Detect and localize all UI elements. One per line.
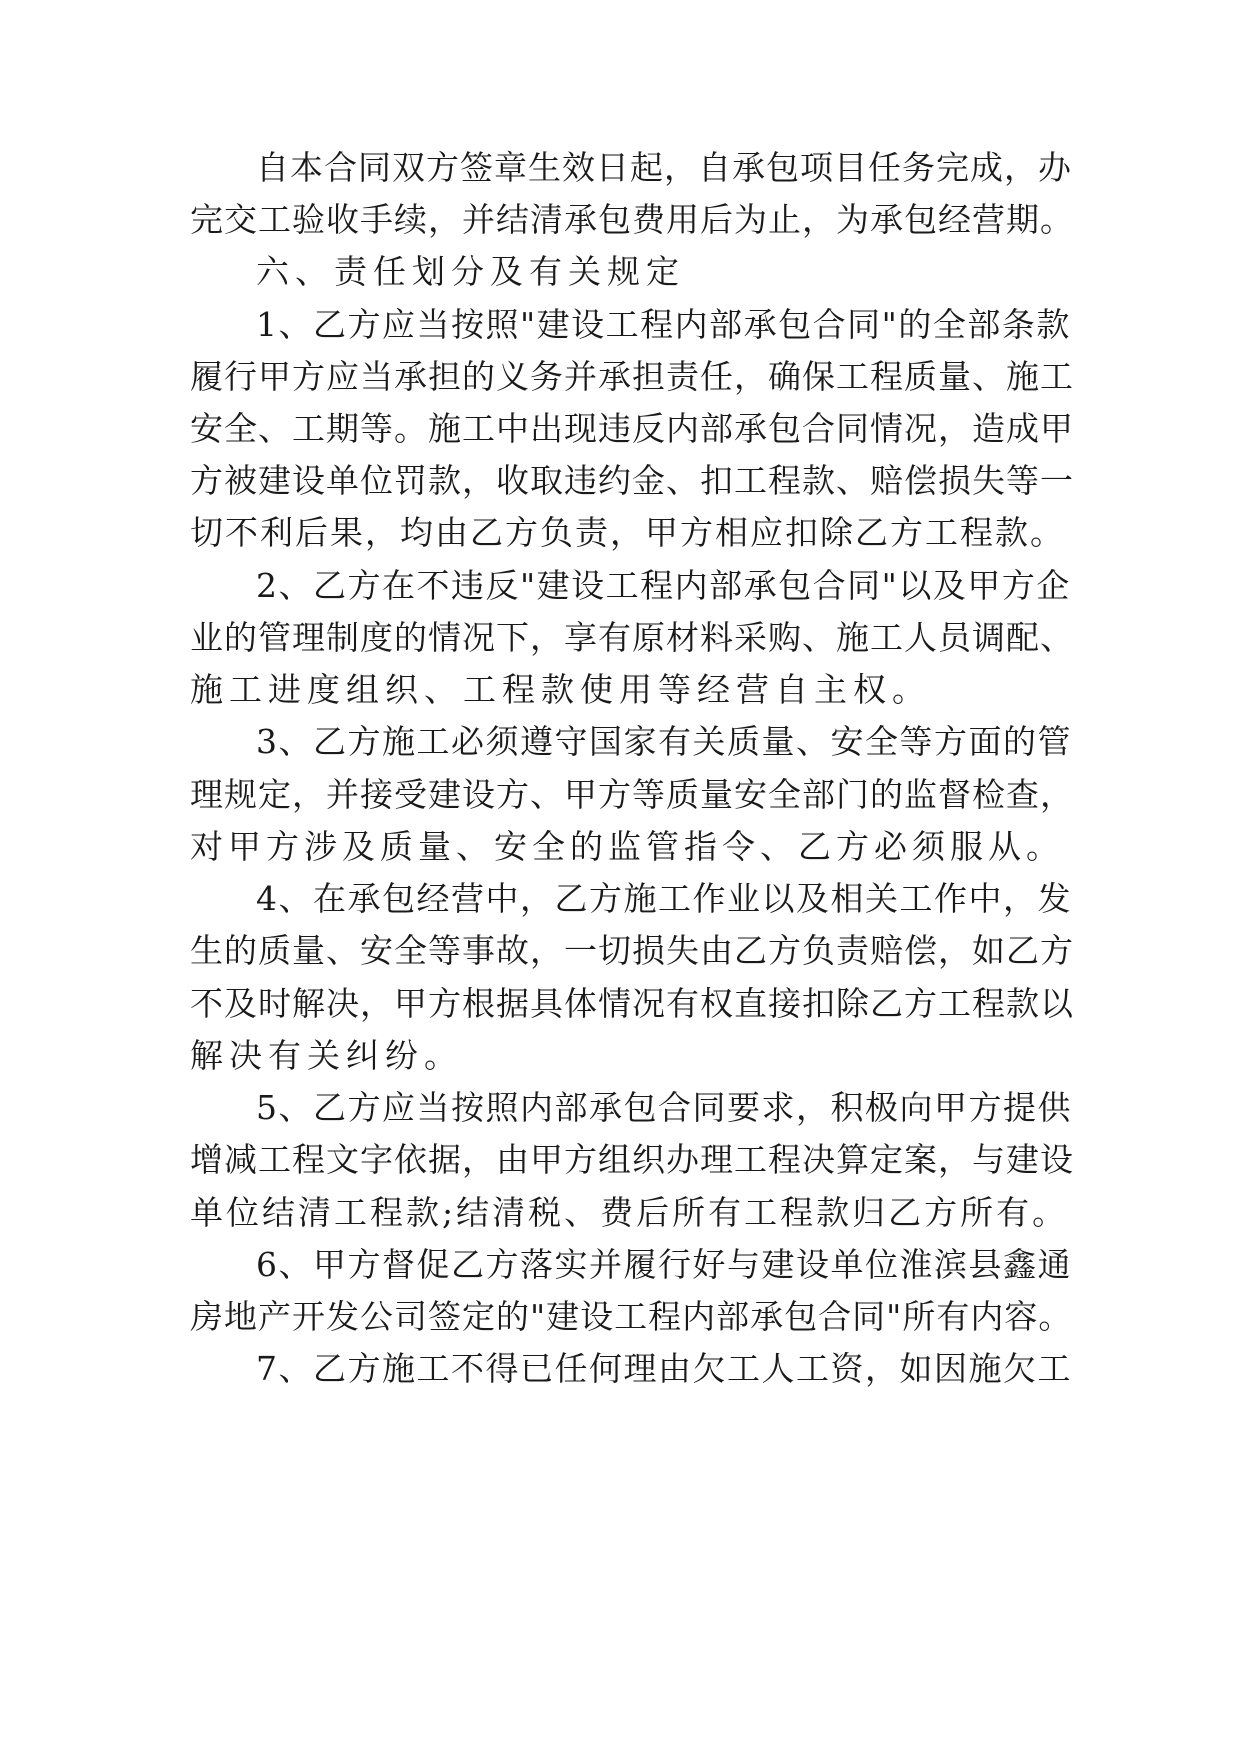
text-line: 施工进度组织、工程款使用等经营自主权。 bbox=[190, 670, 931, 709]
text-line: 不及时解决，甲方根据具体情况有权直接扣除乙方工程款以 bbox=[190, 984, 1074, 1023]
text-line: 对甲方涉及质量、安全的监管指令、乙方必须服从。 bbox=[190, 827, 1064, 866]
text-line: 1、乙方应当按照"建设工程内部承包合同"的全部条款 bbox=[256, 305, 1071, 344]
text-line: 自本合同双方签章生效日起，自承包项目任务完成，办 bbox=[256, 148, 1072, 187]
section-heading: 六、责任划分及有关规定 bbox=[256, 252, 685, 291]
text-line: 2、乙方在不违反"建设工程内部承包合同"以及甲方企 bbox=[256, 566, 1071, 605]
text-line: 生的质量、安全等事故，一切损失由乙方负责赔偿，如乙方 bbox=[190, 931, 1074, 970]
text-line: 完交工验收手续，并结清承包费用后为止，为承包经营期。 bbox=[190, 200, 1074, 239]
text-line: 解决有关纠纷。 bbox=[190, 1036, 463, 1075]
text-line: 房地产开发公司签定的"建设工程内部承包合同"所有内容。 bbox=[190, 1297, 1073, 1336]
text-line: 切不利后果，均由乙方负责，甲方相应扣除乙方工程款。 bbox=[190, 513, 1065, 552]
text-line: 5、乙方应当按照内部承包合同要求，积极向甲方提供 bbox=[256, 1088, 1072, 1127]
text-line: 4、在承包经营中，乙方施工作业以及相关工作中，发 bbox=[256, 879, 1072, 918]
text-line: 业的管理制度的情况下，享有原材料采购、施工人员调配、 bbox=[190, 618, 1074, 657]
text-line: 单位结清工程款;结清税、费后所有工程款归乙方所有。 bbox=[190, 1193, 1069, 1232]
text-line: 安全、工期等。施工中出现违反内部承包合同情况，造成甲 bbox=[190, 409, 1074, 448]
text-line: 履行甲方应当承担的义务并承担责任，确保工程质量、施工 bbox=[190, 357, 1074, 396]
text-line: 方被建设单位罚款，收取违约金、扣工程款、赔偿损失等一 bbox=[190, 461, 1074, 500]
text-line: 3、乙方施工必须遵守国家有关质量、安全等方面的管 bbox=[256, 722, 1072, 761]
text-line: 增减工程文字依据，由甲方组织办理工程决算定案，与建设 bbox=[190, 1140, 1074, 1179]
text-line: 理规定，并接受建设方、甲方等质量安全部门的监督检查， bbox=[190, 775, 1074, 814]
text-line: 6、甲方督促乙方落实并履行好与建设单位淮滨县鑫通 bbox=[256, 1245, 1072, 1284]
text-line: 7、乙方施工不得已任何理由欠工人工资，如因施欠工 bbox=[256, 1349, 1072, 1388]
